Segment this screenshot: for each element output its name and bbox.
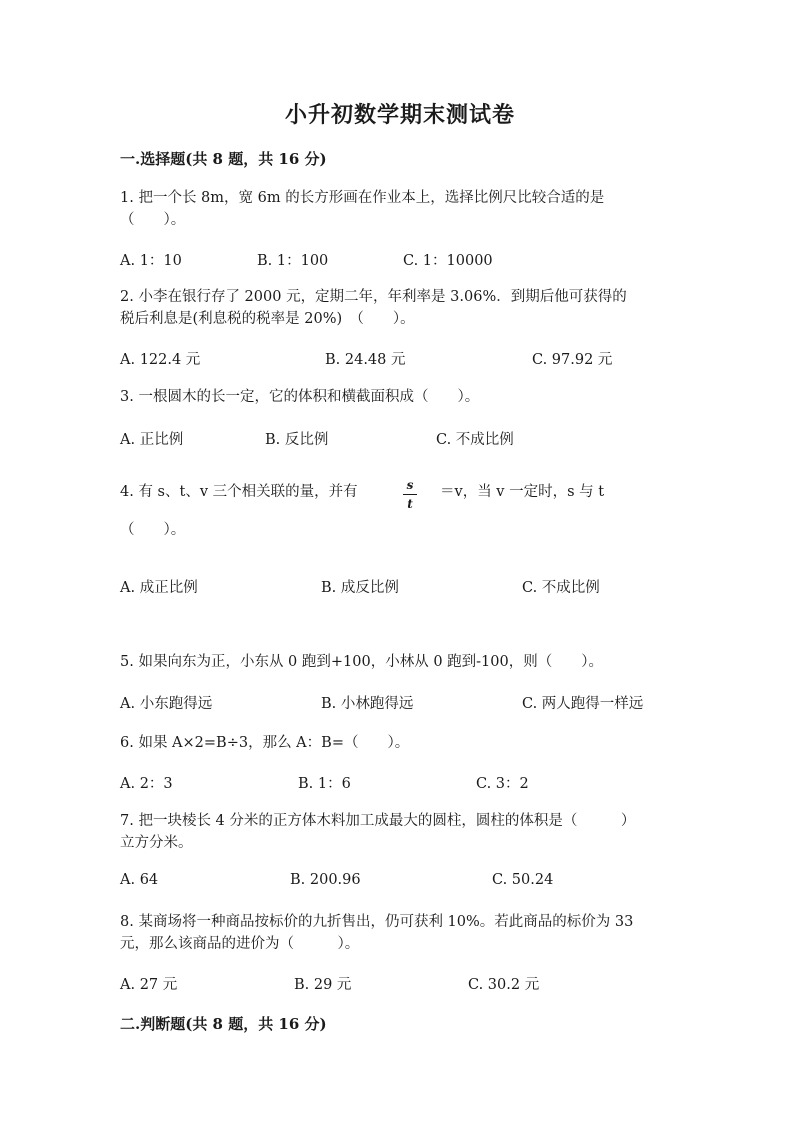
question-1-option-c: C. 1：10000 [403, 253, 493, 269]
question-7-option-c: C. 50.24 [492, 872, 554, 888]
question-1-option-a: A. 1：10 [120, 253, 182, 269]
section-heading-choice: 一.选择题(共 8 题，共 16 分) [120, 150, 327, 168]
question-5-option-b: B. 小林跑得远 [321, 696, 414, 712]
question-2-line-2: 税后利息是(利息税的税率是 20%) （ ）。 [120, 311, 415, 327]
question-3-option-a: A. 正比例 [120, 432, 184, 448]
question-1-line-1: 1. 把一个长 8m，宽 6m 的长方形画在作业本上，选择比例尺比较合适的是 [120, 190, 605, 206]
question-8-line-1: 8. 某商场将一种商品按标价的九折售出，仍可获利 10%。若此商品的标价为 33 [120, 914, 634, 930]
question-2-option-a: A. 122.4 元 [120, 352, 201, 368]
question-7-line-1: 7. 把一块棱长 4 分米的正方体木料加工成最大的圆柱，圆柱的体积是（ ） [120, 813, 636, 829]
question-5-option-c: C. 两人跑得一样远 [522, 696, 644, 712]
question-4-line-1a: 4. 有 s、t、v 三个相关联的量，并有 [120, 484, 358, 500]
question-7-option-b: B. 200.96 [290, 872, 361, 888]
question-6-option-a: A. 2：3 [120, 776, 173, 792]
question-1-option-b: B. 1：100 [257, 253, 329, 269]
question-4-option-a: A. 成正比例 [120, 580, 198, 596]
fraction-bar [403, 494, 417, 495]
question-4-option-b: B. 成反比例 [321, 580, 399, 596]
fraction-denominator: t [407, 497, 413, 511]
question-2-option-b: B. 24.48 元 [325, 352, 406, 368]
question-8-option-b: B. 29 元 [294, 977, 352, 993]
question-3-line-1: 3. 一根圆木的长一定，它的体积和横截面积成（ ）。 [120, 389, 480, 405]
fraction-s-over-t [400, 478, 420, 511]
question-4-line-2: （ ）。 [120, 522, 186, 538]
question-8-option-c: C. 30.2 元 [468, 977, 540, 993]
question-7-line-2: 立方分米。 [120, 835, 193, 851]
page-title: 小升初数学期末测试卷 [284, 102, 515, 128]
question-6-option-c: C. 3：2 [476, 776, 529, 792]
question-1-line-2: （ ）。 [120, 212, 186, 228]
question-8-option-a: A. 27 元 [120, 977, 178, 993]
fraction-numerator: s [406, 478, 414, 492]
question-5-option-a: A. 小东跑得远 [120, 696, 213, 712]
section-heading-judgement: 二.判断题(共 8 题，共 16 分) [120, 1015, 327, 1033]
question-3-option-b: B. 反比例 [265, 432, 329, 448]
question-4-line-1b: ＝v，当 v 一定时，s 与 t [440, 484, 605, 500]
question-5-line-1: 5. 如果向东为正，小东从 0 跑到+100，小林从 0 跑到-100，则（ ）。 [120, 654, 603, 670]
question-7-option-a: A. 64 [120, 872, 159, 888]
question-6-line-1: 6. 如果 A×2=B÷3，那么 A：B=（ ）。 [120, 735, 410, 751]
question-2-option-c: C. 97.92 元 [532, 352, 613, 368]
question-3-option-c: C. 不成比例 [436, 432, 514, 448]
question-6-option-b: B. 1：6 [298, 776, 351, 792]
question-2-line-1: 2. 小李在银行存了 2000 元，定期二年，年利率是 3.06%．到期后他可获得的 [120, 289, 627, 305]
question-8-line-2: 元，那么该商品的进价为（ ）。 [120, 936, 360, 952]
question-4-option-c: C. 不成比例 [522, 580, 600, 596]
